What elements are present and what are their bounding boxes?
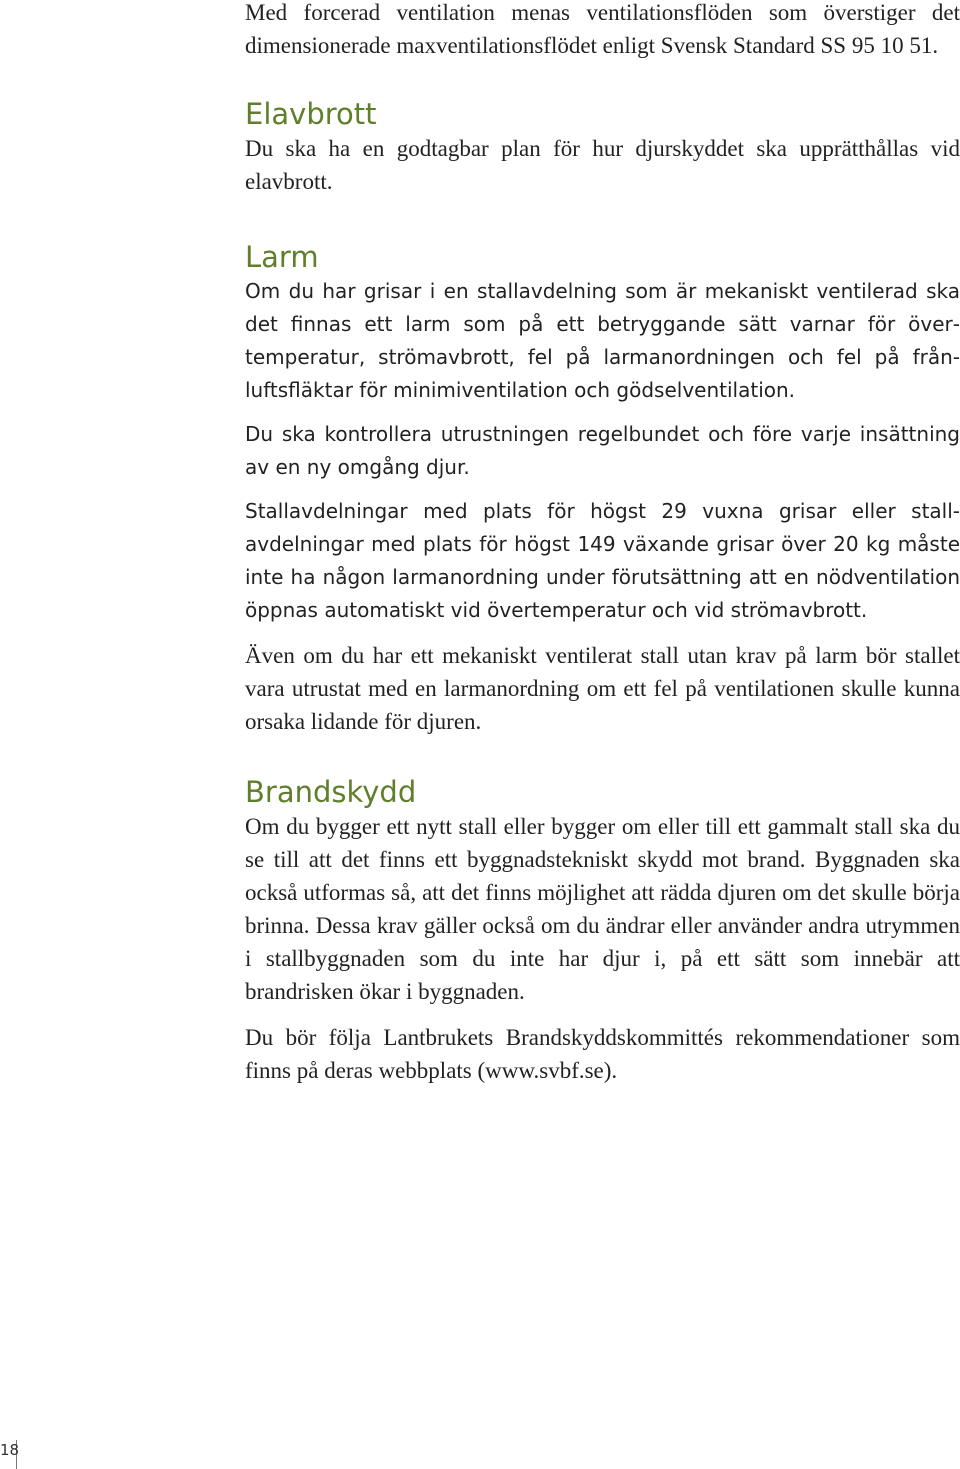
page-number: 18 [0, 1441, 20, 1459]
larm-paragraph-1: Om du har grisar i en stallavdelning som är mekaniskt ventilerad ska det finnas ett larm som på ett betryggande sätt varnar för övertemperatur, strömavbrott, fel på larmanordningen och fel på frånluftsfläktar för minimiventilation och gödselventilation. [245, 279, 960, 402]
larm-paragraph-2: Du ska kontrollera utrustningen regelbundet och före varje insättning av en ny omgång djur. [245, 422, 960, 479]
larm-paragraph-4: Även om du har ett mekaniskt ventilerat stall utan krav på larm bör stallet vara utrustat med en larmanordning om ett fel på ventilationen skulle kunna orsaka lidande för djuren. [245, 643, 960, 734]
brandskydd-paragraph-1: Om du bygger ett nytt stall eller bygger om eller till ett gammalt stall ska du se till att det finns ett byggnadstekniskt skydd mot brand. Byggnaden ska också utformas så, att det finns möjlighet att rädda djuren om det skulle börja brinna. Dessa krav gäller också om du ändrar eller använder andra utrymmen i stallbyggnaden som du inte har djur i, på ett sätt som innebär att brandrisken ökar i byggnaden. [245, 814, 960, 1004]
elavbrott-paragraph: Du ska ha en godtagbar plan för hur djurskyddet ska upprätthållas vid elavbrott. [245, 136, 960, 194]
intro-paragraph: Med forcerad ventilation menas ventilationsflöden som överstiger det dimensionerade maxventilationsflödet enligt Svensk Standard SS 95 10 51. [245, 0, 960, 58]
brandskydd-paragraph-2: Du bör följa Lantbrukets Brandskyddskommittés rekommendationer som finns på deras webbplats (www.svbf.se). [245, 1025, 960, 1083]
larm-paragraph-3: Stallavdelningar med plats för högst 29 vuxna grisar eller stallavdelningar med plats för högst 149 växande grisar över 20 kg måste inte ha någon larmanordning under förutsättning att en nödventilation öppnas automatiskt vid övertemperatur och vid strömavbrott. [245, 499, 960, 622]
page-content [245, 0, 960, 1087]
section-title-elavbrott: Elavbrott [245, 97, 377, 131]
section-title-larm: Larm [245, 240, 319, 274]
section-title-brandskydd: Brandskydd [245, 775, 417, 809]
